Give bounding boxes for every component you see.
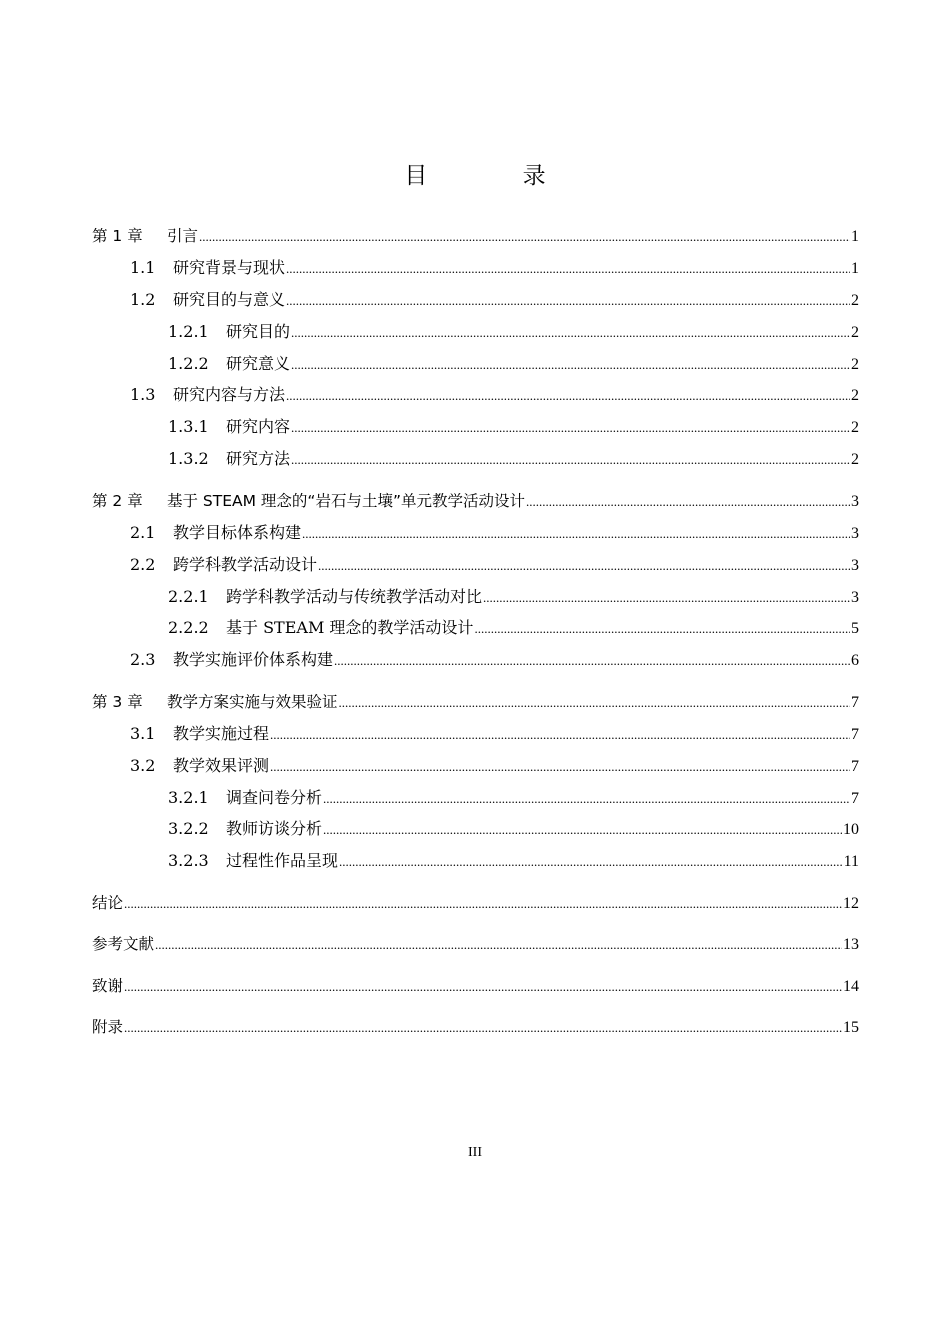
toc-entry-number: 3.2.3 xyxy=(168,851,209,870)
toc-entry-number: 2.2.2 xyxy=(168,618,209,637)
toc-leader-dots xyxy=(286,385,850,407)
toc-entry-page: 10 xyxy=(843,821,859,838)
toc-entry-text: 研究意义 xyxy=(226,354,291,373)
toc-leader-dots xyxy=(286,290,850,312)
toc-entry-1-3[interactable] xyxy=(130,384,859,407)
toc-entry-chapter-2[interactable] xyxy=(92,490,859,513)
toc-leader-dots xyxy=(339,851,843,873)
toc-entry-text: 教学方案实施与效果验证 xyxy=(167,693,338,711)
toc-entry-number: 第 1 章 xyxy=(92,227,143,245)
toc-entry-text: 教学效果评测 xyxy=(173,756,270,775)
toc-entry-text: 研究目的 xyxy=(226,322,291,341)
toc-entry-number: 3.1 xyxy=(130,724,156,743)
toc-entry-1-3-2[interactable] xyxy=(168,448,859,471)
toc-entry-number: 3.2.1 xyxy=(168,788,209,807)
toc-entry-number: 1.2.1 xyxy=(168,322,209,341)
toc-entry-page: 2 xyxy=(851,356,859,373)
toc-entry-number: 1.3 xyxy=(130,385,156,404)
toc-leader-dots xyxy=(270,724,850,746)
toc-entry-page: 3 xyxy=(851,589,859,606)
toc-entry-text: 教学实施过程 xyxy=(173,724,270,743)
toc-entry-page: 7 xyxy=(851,790,859,807)
toc-entry-text: 跨学科教学活动设计 xyxy=(173,555,318,574)
toc-entry-text: 教学实施评价体系构建 xyxy=(173,650,334,669)
toc-entry-2-2[interactable] xyxy=(130,554,859,577)
toc-entry-text: 基于 STEAM 理念的“岩石与土壤”单元教学活动设计 xyxy=(167,492,525,510)
toc-leader-dots xyxy=(302,523,850,545)
toc-entry-page: 1 xyxy=(851,228,859,245)
toc-entry-number: 1.3.2 xyxy=(168,449,209,468)
toc-leader-dots xyxy=(334,650,850,672)
toc-leader-dots xyxy=(291,417,850,439)
toc-title: 目 录 xyxy=(404,163,590,189)
toc-leader-dots xyxy=(526,491,850,513)
toc-entry-page: 3 xyxy=(851,493,859,510)
toc-entry-3-2-3[interactable] xyxy=(168,850,859,873)
toc-entry-1-1[interactable] xyxy=(130,257,859,280)
toc-entry-page: 7 xyxy=(851,758,859,775)
toc-entry-text: 研究方法 xyxy=(226,449,291,468)
toc-entry-page: 7 xyxy=(851,694,859,711)
toc-entry-page: 2 xyxy=(851,292,859,309)
toc-entry-page: 14 xyxy=(843,978,859,995)
toc-entry-3-2-1[interactable] xyxy=(168,787,859,810)
toc-entry-text: 研究内容与方法 xyxy=(173,385,286,404)
toc-entry-page: 7 xyxy=(851,726,859,743)
toc-leader-dots xyxy=(155,934,842,956)
toc-entry-2-1[interactable] xyxy=(130,522,859,545)
toc-entry-number: 1.2 xyxy=(130,290,156,309)
toc-entry-number: 第 2 章 xyxy=(92,492,143,510)
toc-entry-text: 研究背景与现状 xyxy=(173,258,286,277)
toc-leader-dots xyxy=(124,1017,842,1039)
toc-leader-dots xyxy=(124,976,842,998)
toc-entry-1-3-1[interactable] xyxy=(168,416,859,439)
toc-entry-text: 跨学科教学活动与传统教学活动对比 xyxy=(226,587,483,606)
toc-entry-page: 12 xyxy=(843,895,859,912)
toc-entry-number: 3.2.2 xyxy=(168,819,209,838)
toc-entry-references[interactable] xyxy=(92,933,859,956)
toc-entry-text: 引言 xyxy=(167,227,199,245)
toc-entry-3-2-2[interactable] xyxy=(168,818,859,841)
toc-leader-dots xyxy=(286,258,850,280)
toc-entry-number: 第 3 章 xyxy=(92,693,143,711)
toc-leader-dots xyxy=(339,692,850,714)
toc-entry-text: 研究目的与意义 xyxy=(173,290,286,309)
toc-entry-number: 2.1 xyxy=(130,523,156,542)
toc-entry-2-2-1[interactable] xyxy=(168,586,859,609)
toc-entry-conclusion[interactable] xyxy=(92,892,859,915)
toc-entry-page: 5 xyxy=(851,620,859,637)
toc-leader-dots xyxy=(291,449,850,471)
toc-entry-text: 附录 xyxy=(92,1018,124,1036)
toc-entry-text: 基于 STEAM 理念的教学活动设计 xyxy=(226,618,474,637)
toc-entry-number: 2.2 xyxy=(130,555,156,574)
toc-entry-number: 3.2 xyxy=(130,756,156,775)
toc-entry-1-2[interactable] xyxy=(130,289,859,312)
page-number-footer: III xyxy=(468,1145,482,1160)
toc-entry-number: 1.1 xyxy=(130,258,156,277)
toc-entry-chapter-1[interactable] xyxy=(92,225,859,248)
toc-entry-text: 教师访谈分析 xyxy=(226,819,323,838)
toc-entry-page: 3 xyxy=(851,557,859,574)
toc-entry-page: 2 xyxy=(851,387,859,404)
toc-entry-page: 2 xyxy=(851,451,859,468)
toc-entry-page: 11 xyxy=(843,853,859,870)
toc-entry-1-2-1[interactable] xyxy=(168,321,859,344)
toc-entry-2-2-2[interactable] xyxy=(168,617,859,640)
toc-entry-page: 3 xyxy=(851,525,859,542)
toc-entry-text: 致谢 xyxy=(92,977,124,995)
toc-entry-page: 6 xyxy=(851,652,859,669)
toc-entry-3-2[interactable] xyxy=(130,755,859,778)
toc-leader-dots xyxy=(474,618,850,640)
toc-leader-dots xyxy=(291,354,850,376)
toc-entry-number: 2.2.1 xyxy=(168,587,209,606)
toc-leader-dots xyxy=(483,587,850,609)
toc-entry-text: 结论 xyxy=(92,894,124,912)
toc-leader-dots xyxy=(323,788,850,810)
toc-entry-text: 教学目标体系构建 xyxy=(173,523,302,542)
toc-entry-1-2-2[interactable] xyxy=(168,353,859,376)
toc-entry-number: 1.2.2 xyxy=(168,354,209,373)
toc-entry-page: 2 xyxy=(851,324,859,341)
toc-entry-text: 调查问卷分析 xyxy=(226,788,323,807)
toc-entry-number: 1.3.1 xyxy=(168,417,209,436)
toc-leader-dots xyxy=(318,555,850,577)
toc-leader-dots xyxy=(124,893,842,915)
toc-entry-text: 参考文献 xyxy=(92,935,155,953)
toc-leader-dots xyxy=(291,322,850,344)
toc-entry-page: 1 xyxy=(851,260,859,277)
toc-entry-number: 2.3 xyxy=(130,650,156,669)
toc-entry-text: 研究内容 xyxy=(226,417,291,436)
toc-entry-acknowledgements[interactable] xyxy=(92,975,859,998)
toc-entry-chapter-3[interactable] xyxy=(92,691,859,714)
toc-leader-dots xyxy=(199,226,850,248)
toc-leader-dots xyxy=(323,819,842,841)
toc-entry-page: 13 xyxy=(843,936,859,953)
toc-entry-appendix[interactable] xyxy=(92,1016,859,1039)
toc-entry-page: 2 xyxy=(851,419,859,436)
toc-entry-page: 15 xyxy=(843,1019,859,1036)
toc-entry-3-1[interactable] xyxy=(130,723,859,746)
toc-leader-dots xyxy=(270,756,850,778)
toc-entry-2-3[interactable] xyxy=(130,649,859,672)
toc-entry-text: 过程性作品呈现 xyxy=(226,851,339,870)
